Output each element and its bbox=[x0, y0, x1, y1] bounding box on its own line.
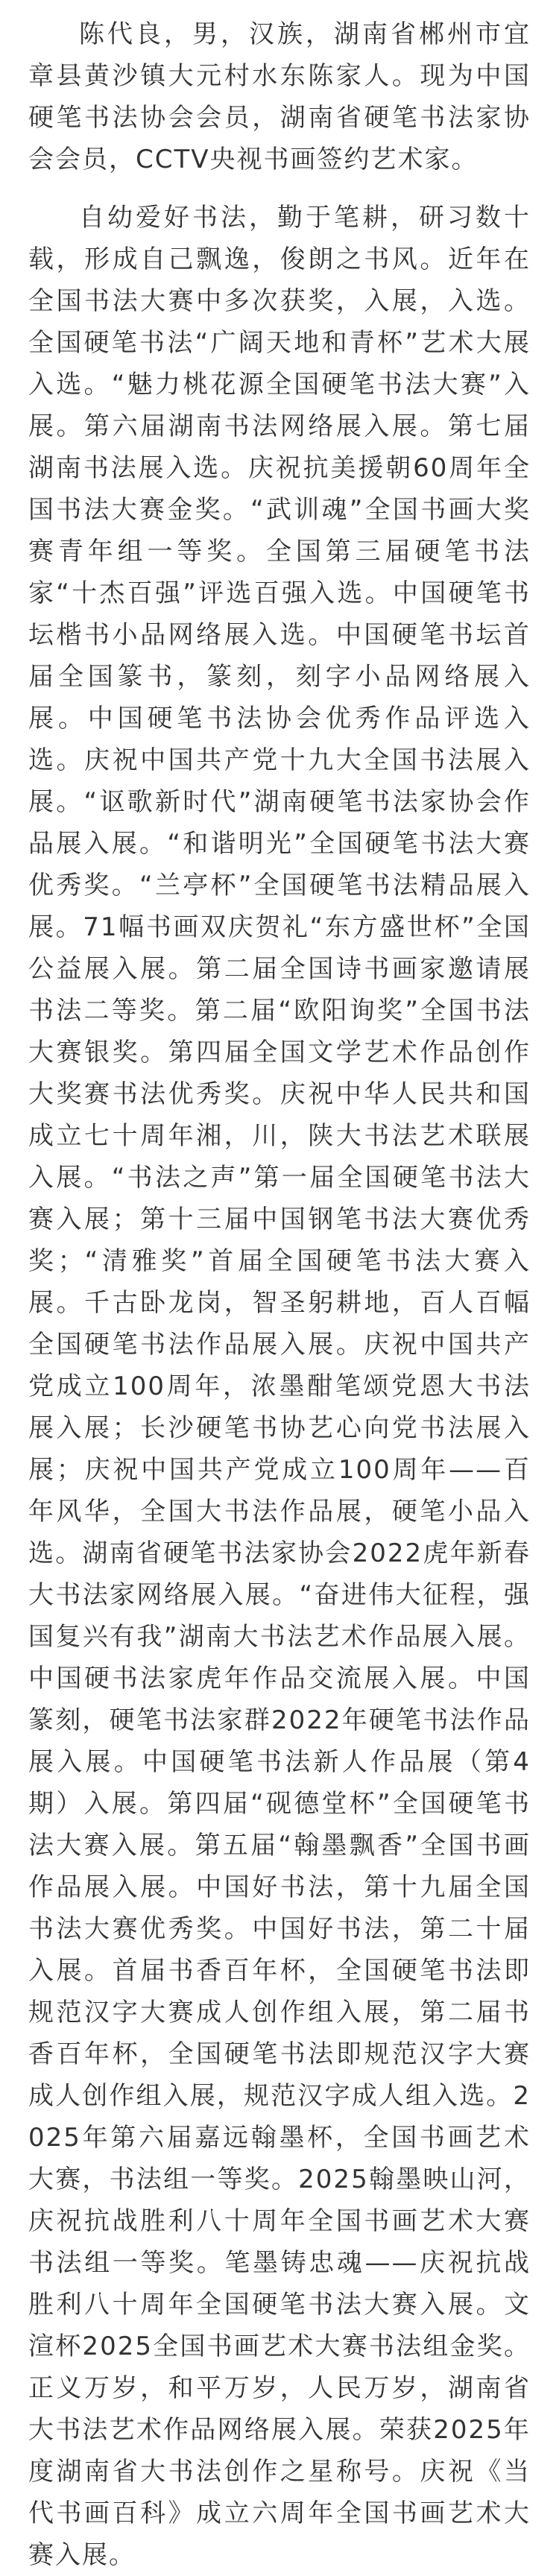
achievements-paragraph: 自幼爱好书法，勤于笔耕，研习数十载，形成自己飘逸，俊朗之书风。近年在全国书法大赛中多次获奖，入展，入选。全国硬笔书法“广阔天地和青杯”艺术大展入选。“魅力桃花源全国硬笔书法大赛”入展。第六届湖南书法网络展入展。第七届湖南书法展入选。庆祝抗美援朝60周年全国书法大赛金奖。“武训魂”全国书画大奖赛青年组一等奖。全国第三届硬笔书法家“十杰百强”评选百强入选。中国硬笔书坛楷书小品网络展入选。中国硬笔书坛首届全国篆书，篆刻，刻字小品网络展入展。中国硬笔书法协会优秀作品评选入选。庆祝中国共产党十九大全国书法展入展。“讴歌新时代”湖南硬笔书法家协会作品展入展。“和谐明光”全国硬笔书法大赛优秀奖。“兰亭杯”全国硬笔书法精品展入展。71幅书画双庆贺礼“东方盛世杯”全国公益展入展。第二届全国诗书画家邀请展书法二等奖。第二届“欧阳询奖”全国书法大赛银奖。第四届全国文学艺术作品创作大奖赛书法优秀奖。庆祝中华人民共和国成立七十周年湘，川，陕大书法艺术联展入展。“书法之声”第一届全国硬笔书法大赛入展；第十三届中国钢笔书法大赛优秀奖；“清雅奖”首届全国硬笔书法大赛入展。千古卧龙岗，智圣躬耕地，百人百幅全国硬笔书法作品展入展。庆祝中国共产党成立100周年，浓墨酣笔颂党恩大书法展入展；长沙硬笔书协艺心向党书法展入展；庆祝中国共产党成立100周年——百年风华，全国大书法作品展，硬笔小品入选。湖南省硬笔书法家协会2022虎年新春大书法家网络展入展。“奋进伟大征程，强国复兴有我”湖南大书法艺术作品展入展。中国硬书法家虎年作品交流展入展。中国篆刻，硬笔书法家群2022年硬笔书法作品展入展。中国硬笔书法新人作品展（第4期）入展。第四届“砚德堂杯”全国硬笔书法大赛入展。第五届“翰墨飘香”全国书画作品展入展。中国好书法，第十九届全国书法大赛优秀奖。中国好书法，第二十届入展。首届书香百年杯，全国硬笔书法即规范汉字大赛成人创作组入展，第二届书香百年杯，全国硬笔书法即规范汉字大赛成人创作组入展，规范汉字成人组入选。2025年第六届嘉远翰墨杯，全国书画艺术大赛，书法组一等奖。2025翰墨映山河，庆祝抗战胜利八十周年全国书画艺术大赛书法组一等奖。笔墨铸忠魂——庆祝抗战胜利八十周年全国硬笔书法大赛入展。文渲杯2025全国书画艺术大赛书法组金奖。正义万岁，和平万岁，人民万岁，湖南省大书法艺术作品网络展入展。荣获2025年度湖南省大书法创作之星称号。庆祝《当代书画百科》成立六周年全国书画艺术大赛入展。 bbox=[28, 203, 531, 2570]
intro-paragraph: 陈代良，男，汉族，湖南省郴州市宜章县黄沙镇大元村水东陈家人。现为中国硬笔书法协会会员，湖南省硬笔书法家协会会员，CCTV央视书画签约艺术家。 bbox=[28, 19, 531, 174]
